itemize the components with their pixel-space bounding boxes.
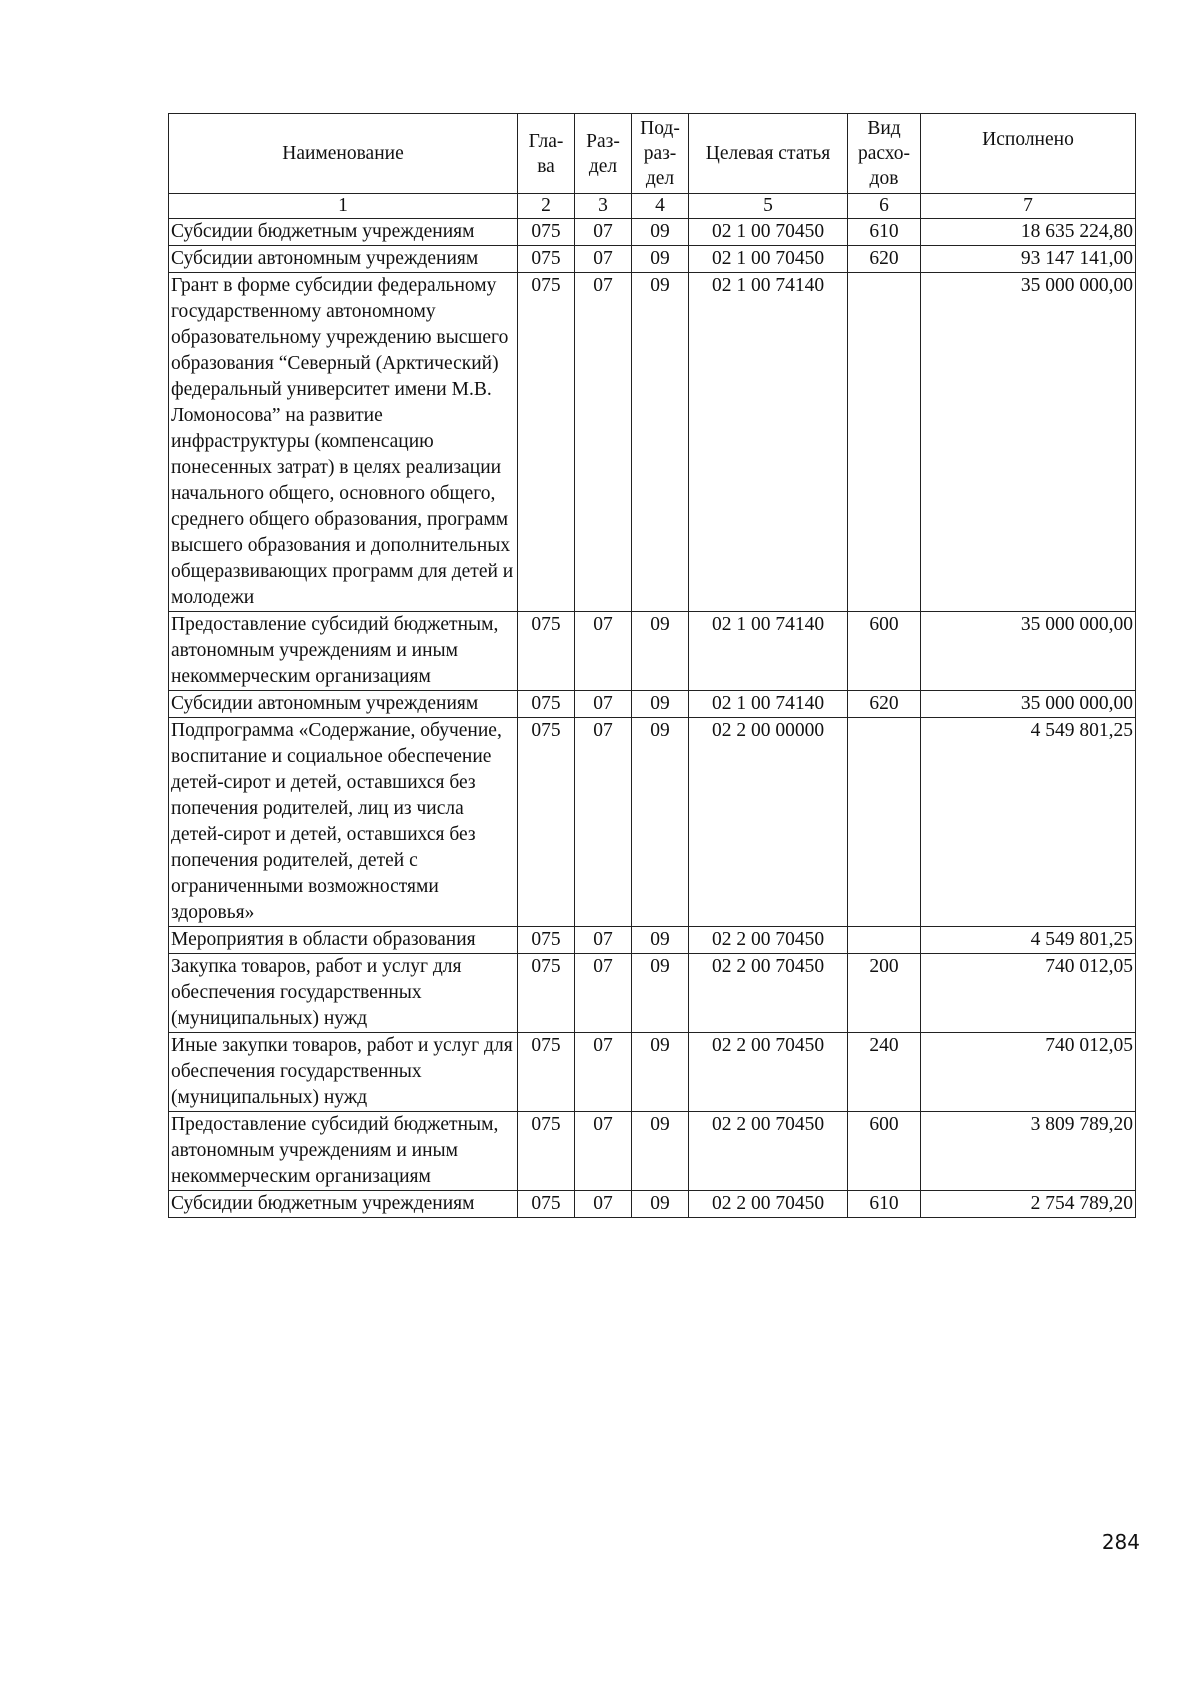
cell-razdel: 07 [575, 1033, 632, 1112]
cell-statya: 02 1 00 70450 [689, 246, 848, 273]
cell-amount: 740 012,05 [921, 954, 1136, 1033]
cell-statya: 02 1 00 70450 [689, 219, 848, 246]
header-amount-text: Исполнено [982, 129, 1074, 150]
table-body [169, 219, 1136, 1218]
column-number: 1 [169, 194, 518, 219]
cell-statya: 02 2 00 70450 [689, 954, 848, 1033]
cell-glava: 075 [518, 1033, 575, 1112]
cell-statya: 02 2 00 70450 [689, 1112, 848, 1191]
cell-podrazdel: 09 [632, 927, 689, 954]
header-vid-line2: расхо- [857, 143, 911, 164]
header-podrazdel-line3: дел [645, 168, 675, 189]
cell-statya: 02 1 00 74140 [689, 612, 848, 691]
cell-name: Иные закупки товаров, работ и услуг для обеспечения государственных (муниципальных) нужд [169, 1033, 518, 1112]
cell-glava: 075 [518, 246, 575, 273]
cell-name: Субсидии бюджетным учреждениям [169, 219, 518, 246]
cell-razdel: 07 [575, 273, 632, 612]
cell-glava: 075 [518, 691, 575, 718]
cell-razdel: 07 [575, 954, 632, 1033]
header-name-text: Наименование [282, 143, 404, 164]
header-row [169, 114, 1136, 194]
cell-podrazdel: 09 [632, 1112, 689, 1191]
cell-amount: 4 549 801,25 [921, 718, 1136, 927]
cell-statya: 02 2 00 70450 [689, 1191, 848, 1218]
cell-amount: 18 635 224,80 [921, 219, 1136, 246]
cell-razdel: 07 [575, 927, 632, 954]
header-glava [518, 114, 575, 194]
cell-vid [848, 927, 921, 954]
cell-podrazdel: 09 [632, 273, 689, 612]
cell-razdel: 07 [575, 691, 632, 718]
cell-podrazdel: 09 [632, 246, 689, 273]
column-number: 5 [689, 194, 848, 219]
header-razdel-line1: Раз- [586, 130, 620, 152]
cell-amount: 3 809 789,20 [921, 1112, 1136, 1191]
cell-vid: 240 [848, 1033, 921, 1112]
cell-amount: 740 012,05 [921, 1033, 1136, 1112]
budget-table [168, 113, 1136, 1218]
cell-name: Субсидии бюджетным учреждениям [169, 1191, 518, 1218]
header-statya [689, 114, 848, 194]
header-vid [848, 114, 921, 194]
cell-razdel: 07 [575, 246, 632, 273]
column-number: 7 [921, 194, 1136, 219]
cell-razdel: 07 [575, 612, 632, 691]
header-razdel-line2: дел [588, 155, 618, 177]
cell-name: Мероприятия в области образования [169, 927, 518, 954]
cell-name: Субсидии автономным учреждениям [169, 246, 518, 273]
cell-razdel: 07 [575, 219, 632, 246]
column-number: 6 [848, 194, 921, 219]
cell-glava: 075 [518, 954, 575, 1033]
cell-amount: 35 000 000,00 [921, 273, 1136, 612]
cell-podrazdel: 09 [632, 954, 689, 1033]
cell-name: Предоставление субсидий бюджетным, автономным учреждениям и иным некоммерческим организациям [169, 612, 518, 691]
cell-amount: 4 549 801,25 [921, 927, 1136, 954]
cell-vid: 600 [848, 612, 921, 691]
cell-razdel: 07 [575, 718, 632, 927]
cell-amount: 93 147 141,00 [921, 246, 1136, 273]
cell-vid: 200 [848, 954, 921, 1033]
header-razdel [575, 114, 632, 194]
cell-vid: 620 [848, 691, 921, 718]
header-podrazdel-line1: Под- [640, 118, 680, 139]
header-vid-line3: дов [869, 168, 899, 189]
cell-statya: 02 2 00 00000 [689, 718, 848, 927]
cell-vid: 600 [848, 1112, 921, 1191]
cell-glava: 075 [518, 1112, 575, 1191]
cell-glava: 075 [518, 1191, 575, 1218]
page-number: 284 [1101, 1530, 1140, 1554]
header-vid-line1: Вид [867, 118, 901, 139]
cell-vid: 620 [848, 246, 921, 273]
cell-podrazdel: 09 [632, 1033, 689, 1112]
cell-amount: 35 000 000,00 [921, 691, 1136, 718]
header-amount [921, 114, 1136, 194]
header-podrazdel [632, 114, 689, 194]
cell-podrazdel: 09 [632, 691, 689, 718]
header-statya-text: Целевая статья [705, 143, 831, 164]
column-number: 4 [632, 194, 689, 219]
cell-glava: 075 [518, 718, 575, 927]
cell-name: Субсидии автономным учреждениям [169, 691, 518, 718]
cell-statya: 02 2 00 70450 [689, 927, 848, 954]
table-row [169, 612, 1136, 691]
cell-glava: 075 [518, 219, 575, 246]
table-row [169, 219, 1136, 246]
cell-glava: 075 [518, 273, 575, 612]
table-row [169, 1112, 1136, 1191]
cell-name: Подпрограмма «Содержание, обучение, воспитание и социальное обеспечение детей-сирот и детей, оставшихся без попечения родителей, лиц из числа детей-сирот и детей, оставшихся без попечения родителей, детей с ограниченными возможностями здоровья» [169, 718, 518, 927]
cell-name: Грант в форме субсидии федеральному государственному автономному образовательному учреждению высшего образования “Северный (Арктический) федеральный университет имени М.В. Ломоносова” на развитие инфраструктуры (компенсацию понесенных затрат) в целях реализации начального общего, основного общего, среднего общего образования, программ высшего образования и дополнительных общеразвивающих программ для детей и молодежи [169, 273, 518, 612]
column-number: 2 [518, 194, 575, 219]
table-row [169, 246, 1136, 273]
header-glava-line1: Гла- [528, 130, 564, 152]
table-row [169, 273, 1136, 612]
cell-razdel: 07 [575, 1112, 632, 1191]
table-row [169, 718, 1136, 927]
cell-glava: 075 [518, 927, 575, 954]
column-number: 3 [575, 194, 632, 219]
cell-podrazdel: 09 [632, 1191, 689, 1218]
cell-statya: 02 2 00 70450 [689, 1033, 848, 1112]
cell-name: Предоставление субсидий бюджетным, автономным учреждениям и иным некоммерческим организациям [169, 1112, 518, 1191]
column-number-row [169, 194, 1136, 219]
cell-podrazdel: 09 [632, 612, 689, 691]
table-row [169, 1191, 1136, 1218]
table-row [169, 691, 1136, 718]
cell-vid [848, 273, 921, 612]
header-name [169, 114, 518, 194]
cell-amount: 2 754 789,20 [921, 1191, 1136, 1218]
table-row [169, 927, 1136, 954]
cell-podrazdel: 09 [632, 219, 689, 246]
cell-amount: 35 000 000,00 [921, 612, 1136, 691]
cell-razdel: 07 [575, 1191, 632, 1218]
table-row [169, 1033, 1136, 1112]
cell-podrazdel: 09 [632, 718, 689, 927]
header-podrazdel-line2: раз- [643, 143, 677, 164]
cell-statya: 02 1 00 74140 [689, 691, 848, 718]
cell-vid: 610 [848, 219, 921, 246]
cell-name: Закупка товаров, работ и услуг для обеспечения государственных (муниципальных) нужд [169, 954, 518, 1033]
table-row [169, 954, 1136, 1033]
cell-vid [848, 718, 921, 927]
cell-glava: 075 [518, 612, 575, 691]
cell-statya: 02 1 00 74140 [689, 273, 848, 612]
header-glava-line2: ва [537, 155, 555, 177]
cell-vid: 610 [848, 1191, 921, 1218]
